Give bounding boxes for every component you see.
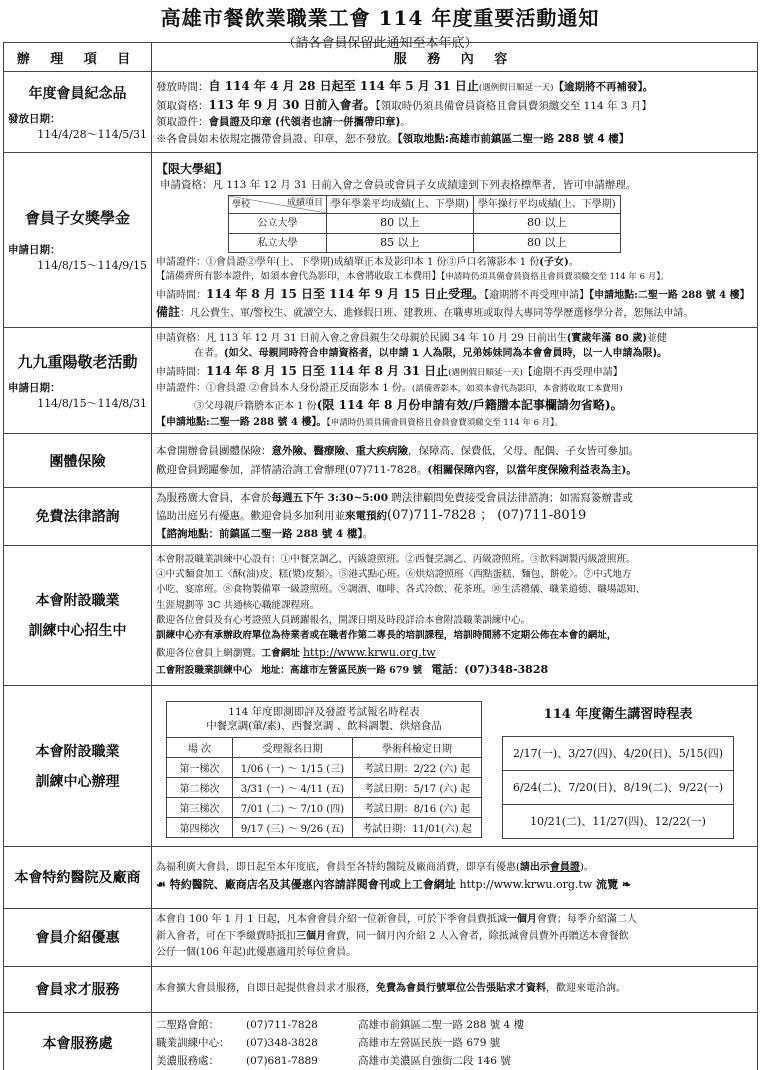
office-name: 美濃服務處： <box>156 1055 219 1068</box>
punct: 。 <box>362 528 374 541</box>
text: 為福利廣大會員，即日起至本年度底，會員至各特約醫院及廠商消費，即享有優惠( <box>156 862 520 874</box>
exam-schedule-header <box>167 737 482 757</box>
elderly-documents-cont <box>156 396 753 415</box>
hygiene-schedule-title: 114 年度衛生講習時程表 <box>543 706 693 722</box>
hygiene-schedule-table <box>502 736 734 839</box>
insurance-types: 意外險、醫療險、重大疾病險 <box>271 445 408 458</box>
training-recruit-title-2: 訓練中心招生中 <box>28 623 127 640</box>
header-exam: 學術科檢定日期 <box>353 737 482 757</box>
training-schedule-item-cell <box>4 685 152 846</box>
remark-label: 備註 <box>156 304 181 319</box>
text: 會費；每季介紹滿二人 <box>536 914 637 926</box>
training-schedule-content <box>152 685 758 846</box>
referral-title: 會員介紹優惠 <box>35 930 120 947</box>
legal-title: 免費法律諮詢 <box>35 509 120 526</box>
eligibility-cutoff: 113 年 9 月 30 日前入會者。 <box>208 97 376 112</box>
consult-hours: 每週五下午 3:30~5:00 <box>271 492 389 504</box>
academic-threshold: 85 以上 <box>327 233 474 253</box>
text: 新入會者，可在下季繳費時抵扣 <box>156 930 296 942</box>
member-card: 會員證 <box>549 862 580 874</box>
row-souvenir <box>4 72 758 153</box>
souvenir-item-cell <box>4 72 152 153</box>
punct: 。 <box>568 257 579 269</box>
academic-threshold: 80 以上 <box>327 214 474 234</box>
insurance-line-1 <box>156 442 753 460</box>
documents-list: ①會員證②學年(上、下學期)成績單正本及影印本 1 份③戶口名簿影本 1 份 <box>206 257 540 269</box>
required-documents: 會員證及印章 (代領者也請一併攜帶印章) <box>208 116 401 129</box>
text: 本會自 100 年 1 月 1 日起，凡本會會員介紹一位新會員，可於下季會員費抵減 <box>156 914 507 926</box>
grades-row <box>229 233 621 253</box>
text: 本會開辦會員團體保險： <box>156 445 272 458</box>
text: 會費，同一個月內介紹 2 人入會者，除抵減會員費外再贈送本會餐飲 <box>326 930 629 942</box>
insurance-line-2 <box>156 461 753 479</box>
elderly-eligibility-cont <box>156 346 753 362</box>
text: ，保障高、保費低，父母、配偶、子女皆可參加。 <box>408 445 639 458</box>
elderly-time <box>156 362 753 381</box>
row-legal <box>4 488 758 546</box>
corner-bottom-label: 學校 <box>232 199 251 210</box>
exam-date: 考試日期：11/01(六) 起 <box>353 817 482 837</box>
warning-text: ※各會員如未依規定攜帶會員證、印章，恕不發放。 <box>156 132 398 145</box>
row-training-recruit <box>4 545 758 685</box>
insurance-title: 團體保險 <box>49 453 106 470</box>
header-session: 場 次 <box>167 737 233 757</box>
offices-item-cell <box>4 1012 152 1070</box>
office-address: 高雄市左營區民族一路 679 號 <box>358 1036 501 1049</box>
website-link[interactable]: http://www.krwu.org.tw <box>302 645 436 659</box>
free-posting: 免費為會員行號單位公告張貼求才資料 <box>376 983 546 995</box>
government-program-note: 訓練中心亦有承辦政府單位為待業者或在職者作第二專長的培訓課程，培訓時間將不定期公佈在本會的網址， <box>156 630 617 642</box>
row-jobs <box>4 966 758 1012</box>
fleuron-right-icon: ❧ <box>621 878 632 892</box>
grades-corner-cell <box>229 196 327 214</box>
scholarship-documents <box>156 255 753 270</box>
session: 第二梯次 <box>167 777 233 797</box>
hygiene-schedule <box>502 701 734 839</box>
souvenir-line-time <box>156 77 753 96</box>
office-row <box>156 1052 753 1070</box>
legal-item-cell <box>4 488 152 546</box>
holiday-note: (遇例假日順延一天) <box>478 83 554 94</box>
row-training-schedule <box>4 685 758 846</box>
documents-list: ①會員證 ②會員本人身份證正反面影本 1 份。 <box>206 382 412 394</box>
label: 領取資格： <box>156 99 209 112</box>
insurance-content <box>152 434 758 488</box>
course-line: ④中式麵食加工〈酥(油)皮、糕(漿)皮類〉。⑤港式點心班。⑥烘焙證照班〈西點蛋糕、麵包、餅乾〉。⑦中式地方 <box>156 568 632 580</box>
activities-table <box>3 42 758 1070</box>
column-header-item: 辦 理 項 目 <box>4 43 152 72</box>
text: 為服務廣大會員，本會於 <box>156 492 272 504</box>
row-scholarship <box>4 153 758 328</box>
session: 第一梯次 <box>167 757 233 777</box>
column-header-content: 服 務 內 容 <box>152 43 758 72</box>
office-name: 職業訓練中心： <box>156 1036 230 1049</box>
eligibility-text: 凡 113 年 12 月 31 日前入會之會員親生父母親於民國 34 年 10 月 29 日前出生 <box>206 332 567 344</box>
referral-line-3: 公仔一個(106 年起)此優惠適用於每位會員。 <box>156 947 357 959</box>
course-line: 小吃、宴席班。⑧食物製備單一級證照班。⑨調酒、咖啡、各式冷飲、花茶班。⑩生活禮儀、職業道德、職場認知、 <box>156 584 646 596</box>
offices-content <box>152 1012 758 1070</box>
legal-line-2 <box>156 506 753 526</box>
website-label: 工會網址 <box>261 647 300 659</box>
grades-col-academic: 學年學業平均成績(上、下學期) <box>327 196 474 214</box>
late-note: 【逾期不再受理申請】 <box>522 366 623 378</box>
scholarship-content <box>152 153 758 328</box>
text: 歡迎會員踴躍參加，詳情請洽詢工會辦理(07)711-7828。 <box>156 463 428 476</box>
office-phone: (07)681-7889 <box>246 1055 318 1068</box>
training-center-contact <box>156 661 753 679</box>
children-note: (子女) <box>539 257 569 269</box>
exam-date: 考試日期：5/17 (六) 起 <box>353 777 482 797</box>
caption-line-2: 中餐烹調(葷/素)、西餐烹調 、飲料調製、烘焙食品 <box>206 720 442 733</box>
legal-content <box>152 488 758 546</box>
register-period: 7/01 (二) ～ 7/10 (四) <box>233 797 353 817</box>
conduct-threshold: 80 以上 <box>473 214 620 234</box>
page-title: 高雄市餐飲業職業工會 114 年度重要活動通知 <box>160 6 600 30</box>
legal-line-3 <box>156 526 753 542</box>
reservation-label: 來電預約 <box>345 510 387 523</box>
elderly-content <box>152 328 758 434</box>
jobs-item-cell <box>4 966 152 1012</box>
training-schedule-title-2: 訓練中心辦理 <box>35 773 120 790</box>
one-applicant-rule: (如父、母親同時符合申請資格者，以申請 1 人為限，兄弟姊妹同為本會會員時，以一人申請為限)。 <box>224 348 668 360</box>
course-line: 本會附設職業訓練中心設有：①中餐烹調乙、丙級證照班。②西餐烹調乙、丙級證照班。③飲料調製丙級證照班。 <box>156 553 636 565</box>
scholarship-item-cell <box>4 153 152 328</box>
jobs-title: 會員求才服務 <box>35 982 120 999</box>
center-phone: 電話：(07)348-3828 <box>431 663 549 677</box>
hygiene-dates-row: 10/21(二)、11/27(四)、12/22(一) <box>503 804 734 838</box>
label: 領取證件： <box>156 116 209 129</box>
hygiene-dates-row: 6/24(二)、7/20(日)、8/19(二)、9/22(一) <box>503 770 734 804</box>
school-type: 私立大學 <box>229 233 327 253</box>
center-address: 地址：高雄市左營區民族一路 679 號 <box>261 665 423 677</box>
text: 本會擴大會員服務，自即日起提供會員求才服務， <box>156 983 376 995</box>
caption-line-1: 114 年度即測即評及發證考試報名時程表 <box>228 706 420 718</box>
holiday-note: (遇例假日順延一天) <box>448 367 523 378</box>
elderly-eligibility <box>156 331 753 347</box>
coverage-note: (相關保障內容，以當年度保險利益表為主)。 <box>427 463 637 476</box>
distribution-period: 自 114 年 4 月 28 日起至 114 年 5 月 31 日止 <box>208 79 479 94</box>
scholarship-group: 【限大學組】 <box>156 161 229 176</box>
row-offices <box>4 1012 758 1070</box>
late-note: 【逾期將不再受理申請】 <box>484 289 590 301</box>
application-period: 114 年 8 月 15 日至 114 年 8 月 31 日止 <box>206 363 449 378</box>
pickup-location: 【領取地點:高雄市前鎮區二聖一路 288 號 4 樓】 <box>397 132 630 145</box>
partners-line-1 <box>156 859 753 876</box>
membership-note: 【申請時仍須具備會員資格且會員會費須繳交至 114 年 6 月】。 <box>326 417 563 428</box>
elderly-title: 九九重陽敬老活動 <box>17 352 138 371</box>
register-period: 3/31 (一) ～ 4/11 (五) <box>233 777 353 797</box>
office-row <box>156 1016 753 1034</box>
insurance-item-cell <box>4 434 152 488</box>
grades-table <box>228 195 621 253</box>
exam-schedule-table <box>166 701 482 838</box>
elderly-place <box>156 415 753 431</box>
training-recruit-content <box>152 545 758 685</box>
text: 協助出庭另有優惠。歡迎會員多加利用並 <box>156 510 345 523</box>
exam-schedule-row <box>167 797 482 817</box>
application-location: 【申請地點:二聖一路 288 號 4 樓】 <box>589 289 750 301</box>
elderly-date-label: 申請日期： <box>8 381 61 394</box>
register-period: 9/17 (三) ～ 9/26 (五) <box>233 817 353 837</box>
referral-line-2 <box>156 929 753 946</box>
signup-invite: 歡迎各位會員及有心考證照人員踴躍報名，開課日期及時段詳洽本會附設職業訓練中心。 <box>156 614 531 626</box>
elderly-documents <box>156 381 753 397</box>
eligibility-tail: 並健 <box>646 332 667 344</box>
website-link[interactable]: http://www.krwu.org.tw <box>459 878 593 892</box>
scholarship-remark <box>156 303 753 321</box>
course-line: 生涯規劃等 3C 共通核心職能課程班。 <box>156 599 320 611</box>
center-name: 工會附設職業訓練中心 <box>156 665 252 677</box>
jobs-content <box>152 966 758 1012</box>
copy-fee-note: (請備齊影本，如須本會代為影印，本會將收取工本費用) <box>411 383 623 394</box>
partners-line-2 <box>156 876 753 895</box>
school-type: 公立大學 <box>229 214 327 234</box>
household-record: ③父母親戶籍謄本正本 1 份 <box>194 401 317 412</box>
office-phone: (07)711-7828 <box>246 1018 318 1031</box>
exam-date: 考試日期：8/16 (六) 起 <box>353 797 482 817</box>
no-reissue-note: 【逾期將不再補發】。 <box>553 81 654 94</box>
grades-col-conduct: 學年操行平均成績(上、下學期) <box>473 196 620 214</box>
grades-row <box>229 214 621 234</box>
elderly-date-range: 114/8/15～114/8/31 <box>37 396 147 410</box>
reservation-phones: (07)711-7828 ； (07)711-8019 <box>387 508 587 524</box>
three-months: 三個月 <box>296 930 326 942</box>
exam-date: 考試日期：2/22 (六) 起 <box>353 757 482 777</box>
session: 第四梯次 <box>167 817 233 837</box>
legal-line-1 <box>156 490 753 506</box>
office-phone: (07)348-3828 <box>246 1036 318 1049</box>
header-register: 受理報名日期 <box>233 737 353 757</box>
text: 聘法律顧問免費接受會員法律諮詢；如需寫簽辦書或 <box>388 492 633 504</box>
souvenir-date-label: 發放日期： <box>8 112 61 125</box>
training-schedule-title-1: 本會附設職業 <box>35 743 120 760</box>
exam-schedule-caption <box>167 701 482 737</box>
text: ，歡迎來電洽詢。 <box>546 983 626 995</box>
label: 申請證件： <box>156 382 206 394</box>
label: 申請證件： <box>156 257 206 269</box>
office-row <box>156 1034 753 1052</box>
exam-schedule-row <box>167 817 482 837</box>
label: 發放時間： <box>156 81 209 94</box>
scholarship-copy-note <box>156 270 753 284</box>
corner-top-label: 成績項目 <box>286 198 323 209</box>
row-partners <box>4 846 758 908</box>
session: 第三梯次 <box>167 797 233 817</box>
scholarship-title: 會員子女獎學金 <box>24 209 130 227</box>
training-recruit-title-1: 本會附設職業 <box>35 593 120 610</box>
souvenir-date-range: 114/4/28～114/5/31 <box>37 127 147 141</box>
fleuron-left-icon: ☙ <box>156 878 166 892</box>
label: 申請時間： <box>156 289 206 301</box>
training-recruit-item-cell <box>4 545 152 685</box>
age-requirement: (實歲年滿 80 歲) <box>566 332 647 344</box>
website-line <box>156 644 753 662</box>
offices-title: 本會服務處 <box>42 1036 113 1053</box>
scholarship-date-range: 114/8/15～114/9/15 <box>37 259 147 272</box>
office-address: 高雄市前鎮區二聖一路 288 號 4 樓 <box>358 1018 525 1031</box>
consult-location: 【諮詢地點：前鎮區二聖一路 288 號 4 樓】 <box>156 528 363 541</box>
elderly-item-cell <box>4 328 152 434</box>
scholarship-time <box>156 285 753 303</box>
label: 申請資格： <box>156 332 206 344</box>
souvenir-line-documents <box>156 114 753 130</box>
exam-schedule-row <box>167 757 482 777</box>
referral-line-1 <box>156 912 753 929</box>
copy-fee-note: 【請備齊所有影本證件，如須本會代為影印，本會將收取工本費用】 <box>156 271 442 283</box>
application-period: 114 年 8 月 15 日至 114 年 9 月 15 日止受理。 <box>206 286 485 301</box>
label: 申請時間： <box>156 366 206 378</box>
punct: )。 <box>579 862 594 874</box>
eligibility-cont: 在者。 <box>194 348 224 360</box>
hygiene-dates-row: 2/17(一)、3/27(四)、4/20(日)、5/15(四) <box>503 736 734 770</box>
membership-note: 【申請時仍須具備會員資格且會員費須繳交至 114 年 6 月】。 <box>441 272 669 283</box>
partners-item-cell <box>4 846 152 908</box>
scholarship-date-label: 申請日期： <box>8 244 61 256</box>
scholarship-eligibility: 申請資格：凡 113 年 12 月 31 日前入會之會員或會員子女成績達到下列表格標準者，皆可申請辦理。 <box>160 178 637 191</box>
household-record-rule: (限 114 年 8 月份申請有效/戶籍謄本記事欄請勿省略)。 <box>316 398 623 412</box>
souvenir-line-warning <box>156 131 753 147</box>
referral-item-cell <box>4 908 152 966</box>
text: 歡迎各位會員上網瀏覽。 <box>156 647 262 659</box>
office-name: 二聖路會館： <box>156 1018 219 1031</box>
application-location: 【申請地點:二聖一路 288 號 4 樓】。 <box>156 416 327 428</box>
punct: 。 <box>400 116 411 129</box>
eligibility-note: 【領取時仍須具備會員資格且會員費須繳交至 114 年 3 月】 <box>375 99 652 112</box>
row-referral <box>4 908 758 966</box>
row-elderly <box>4 328 758 434</box>
register-period: 1/06 (一) ～ 1/15 (三) <box>233 757 353 777</box>
text: 流覽 <box>592 878 622 892</box>
office-address: 高雄市美濃區自強街二段 146 號 <box>358 1055 511 1068</box>
remark-text: ：凡公費生、軍/警校生、就讀空大、進修假日班、建教班、在職專班或取得大專同等學歷選修學分者，恕無法申請。 <box>180 307 694 319</box>
conduct-threshold: 80 以上 <box>473 233 620 253</box>
one-month: 一個月 <box>506 914 537 926</box>
row-insurance <box>4 434 758 488</box>
partners-title: 本會特約醫院及廠商 <box>14 870 141 887</box>
table-header-row <box>4 43 758 72</box>
partners-text: 特約醫院、廠商店名及其優惠內容請詳閱會刊或上工會網址 <box>165 878 460 892</box>
exam-schedule-row <box>167 777 482 797</box>
souvenir-line-eligibility <box>156 96 753 115</box>
souvenir-content <box>152 72 758 153</box>
page-subtitle: （請各會員保留此通知至本年底） <box>282 36 478 51</box>
referral-content <box>152 908 758 966</box>
show-label: 請出示 <box>519 862 550 874</box>
partners-content <box>152 846 758 908</box>
souvenir-title: 年度會員紀念品 <box>28 85 127 102</box>
